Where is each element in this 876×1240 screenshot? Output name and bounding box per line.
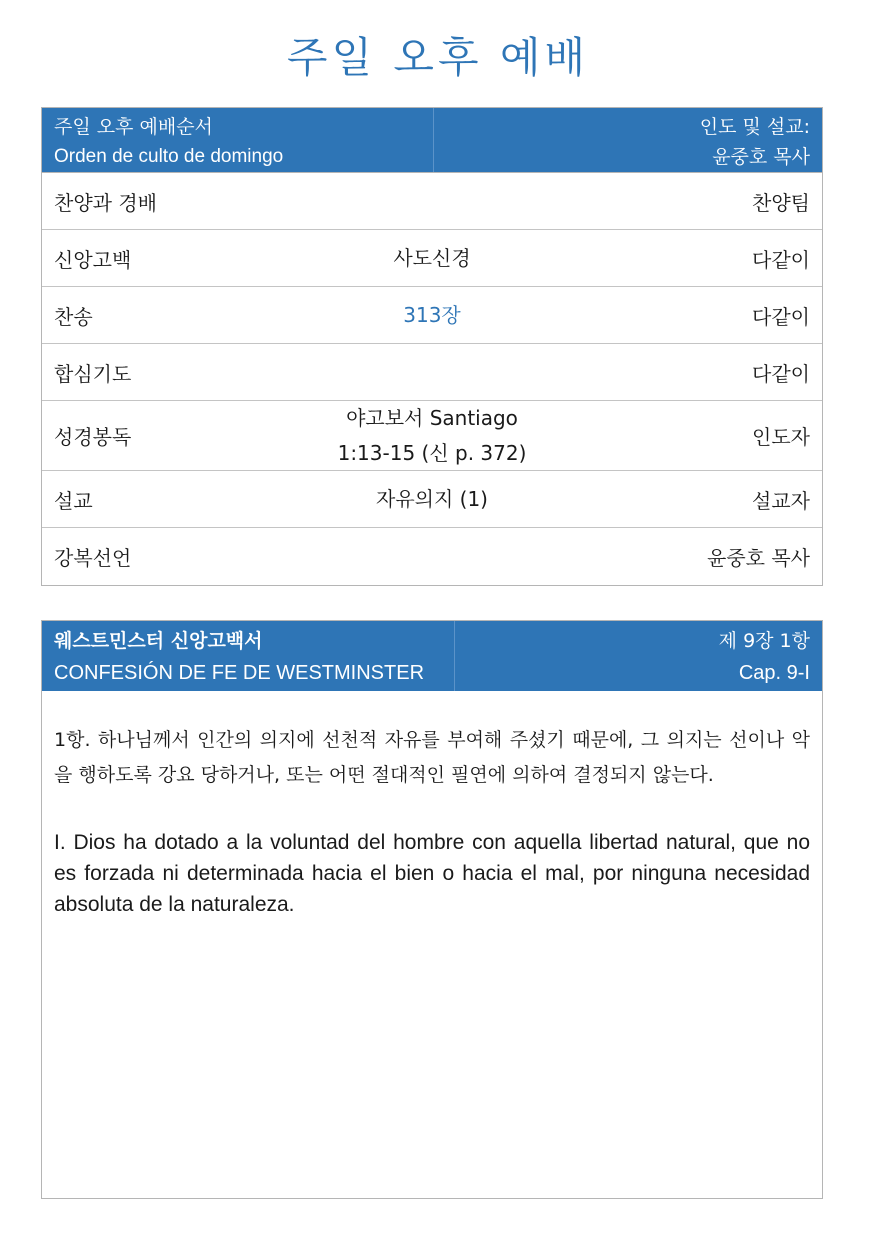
hymn-number: 313장 [403,302,461,327]
order-header-left [42,108,434,172]
page-title: 주일 오후 예배 [286,33,590,82]
row-content: 자유의지 (1) [376,486,488,511]
confession-paragraph-es: I. Dios ha dotado a la voluntad del hombre con aquella libertad natural, que no es forzada ni determinada hacia el bien o hacia el mal, por ninguna necesidad absoluta de la naturaleza. [54,831,810,916]
table-row [42,344,822,401]
order-header-title-es: Orden de culto de domingo [54,146,284,167]
row-item: 신앙고백 [54,247,132,272]
row-leader: 인도자 [752,425,810,449]
order-of-service-table [41,107,823,586]
confession-chapter-ko: 제 9장 1항 [718,630,810,652]
row-item: 설교 [54,488,93,513]
confession-title-ko: 웨스트민스터 신앙고백서 [54,630,263,652]
table-row [42,401,822,471]
scripture-book: 야고보서 Santiago [346,405,518,430]
confession-box [41,620,823,1199]
table-row [42,287,822,344]
row-item: 찬송 [54,304,93,329]
order-header-right [434,108,822,172]
row-leader: 다같이 [752,304,810,329]
table-row [42,230,822,287]
order-header-leader-name: 윤중호 목사 [712,146,810,168]
row-leader: 찬양팀 [752,190,810,215]
row-leader: 윤중호 목사 [707,546,810,570]
table-row [42,173,822,230]
confession-header-right [455,621,822,691]
order-header-leader-label: 인도 및 설교: [699,116,810,138]
row-content [284,401,580,471]
row-leader: 설교자 [752,488,810,513]
order-table-header [42,108,822,173]
confession-header-left [42,621,455,691]
confession-title-es: CONFESIÓN DE FE DE WESTMINSTER [54,662,425,684]
confession-chapter-es: Cap. 9-I [738,662,810,684]
row-leader: 다같이 [752,361,810,386]
confession-body [42,691,822,920]
row-item: 성경봉독 [54,425,132,449]
row-content: 사도신경 [393,245,471,270]
table-row [42,471,822,528]
row-item: 찬양과 경배 [54,190,157,215]
row-item: 합심기도 [54,361,132,386]
row-leader: 다같이 [752,247,810,272]
order-header-title-ko: 주일 오후 예배순서 [54,116,213,138]
table-row [42,528,822,585]
row-item: 강복선언 [54,546,132,570]
confession-paragraph-ko: 1항. 하나님께서 인간의 의지에 선천적 자유를 부여해 주셨기 때문에, 그 의지는 선이나 악을 행하도록 강요 당하거나, 또는 어떤 절대적인 필연에 의하여 결정되지 않는다. [54,729,810,786]
scripture-reference: 1:13-15 (신 p. 372) [337,440,527,465]
confession-header [42,621,822,691]
